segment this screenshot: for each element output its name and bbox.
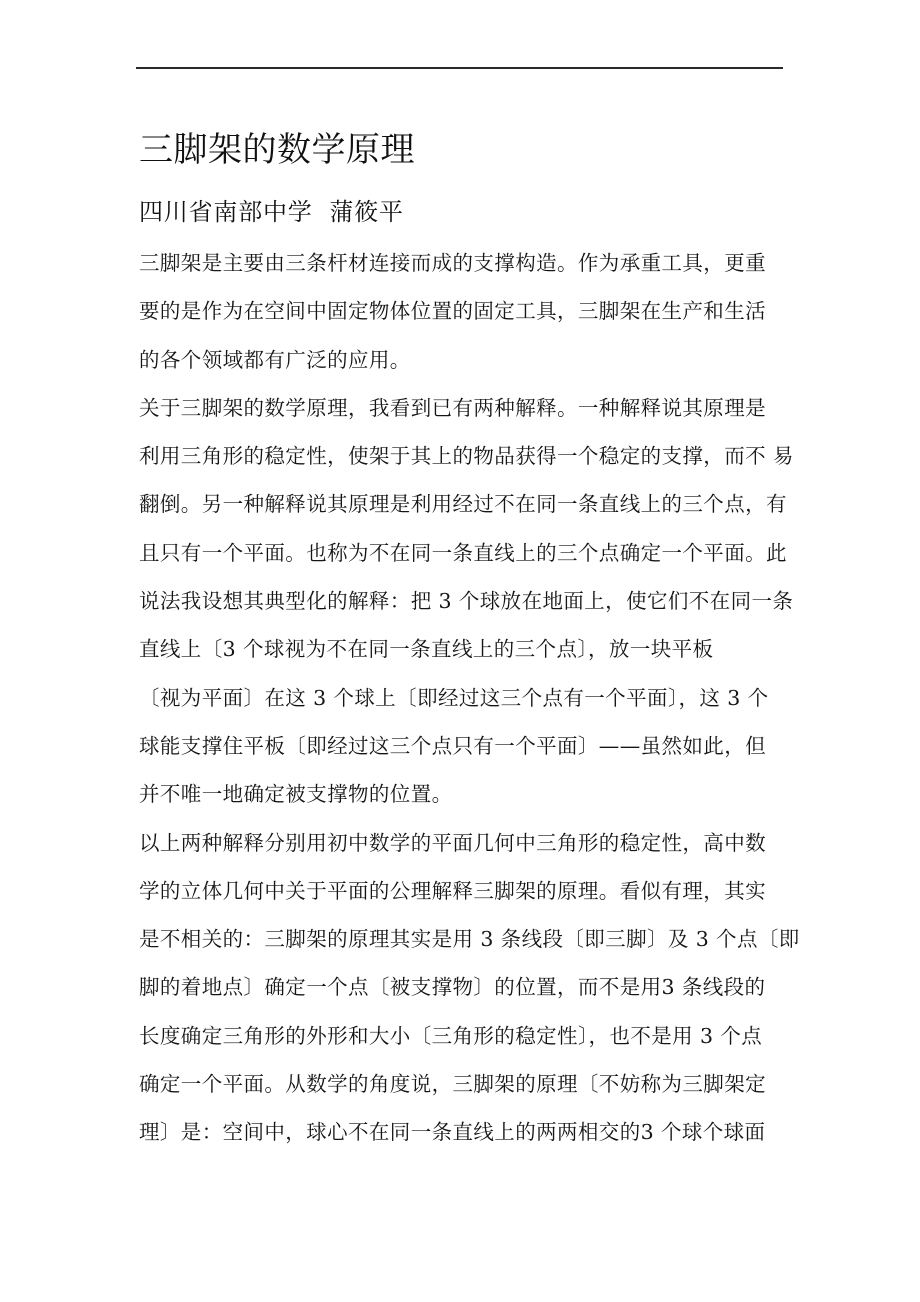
text-line: 脚的着地点〕确定一个点〔被支撑物〕的位置，而不是用3 条线段的 [139, 975, 766, 1000]
text-line: 说法我设想其典型化的解释：把 3 个球放在地面上，使它们不在同一条 [139, 589, 794, 614]
text-line: 翻倒。另一种解释说其原理是利用经过不在同一条直线上的三个点，有 [139, 492, 787, 517]
text-line: 利用三角形的稳定性，使架于其上的物品获得一个稳定的支撑，而不 易 [139, 444, 794, 469]
text-line: 理〕是：空间中，球心不在同一条直线上的两两相交的3 个球个球面 [139, 1120, 766, 1145]
text-line: 长度确定三角形的外形和大小〔三角形的稳定性〕，也不是用 3 个点 [139, 1023, 763, 1048]
text-line: 是不相关的：三脚架的原理其实是用 3 条线段〔即三脚〕及 3 个点〔即 [139, 927, 800, 952]
text-line: 要的是作为在空间中固定物体位置的固定工具，三脚架在生产和生活 [139, 299, 766, 324]
text-line: 以上两种解释分别用初中数学的平面几何中三角形的稳定性，高中数 [139, 830, 766, 855]
paragraph-existing-explanations [139, 390, 819, 825]
text-line: 〔视为平面〕在这 3 个球上〔即经过这三个点有一个平面〕，这 3 个 [139, 685, 769, 710]
text-line: 且只有一个平面。也称为不在同一条直线上的三个点确定一个平面。此 [139, 540, 787, 565]
text-line: 直线上〔3 个球视为不在同一条直线上的三个点〕，放一块平板 [139, 637, 714, 662]
text-line: 关于三脚架的数学原理，我看到已有两种解释。一种解释说其原理是 [139, 395, 766, 420]
text-line: 三脚架是主要由三条杆材连接而成的支撑构造。作为承重工具，更重 [139, 251, 766, 275]
document-body [139, 245, 819, 1163]
header-rule [136, 67, 783, 69]
text-line: 并不唯一地确定被支撑物的位置。 [139, 782, 453, 807]
paragraph-intro [139, 245, 819, 390]
author-byline: 四川省南部中学 蒲筱平 [139, 198, 404, 226]
document-title: 三脚架的数学原理 [139, 130, 415, 170]
text-line: 确定一个平面。从数学的角度说，三脚架的原理〔不妨称为三脚架定 [139, 1072, 766, 1097]
text-line: 学的立体几何中关于平面的公理解释三脚架的原理。看似有理，其实 [139, 878, 766, 903]
paragraph-tripod-theorem [139, 825, 819, 1163]
text-line: 球能支撑住平板〔即经过这三个点只有一个平面〕——虽然如此，但 [139, 733, 766, 758]
text-line: 的各个领域都有广泛的应用。 [139, 347, 411, 372]
